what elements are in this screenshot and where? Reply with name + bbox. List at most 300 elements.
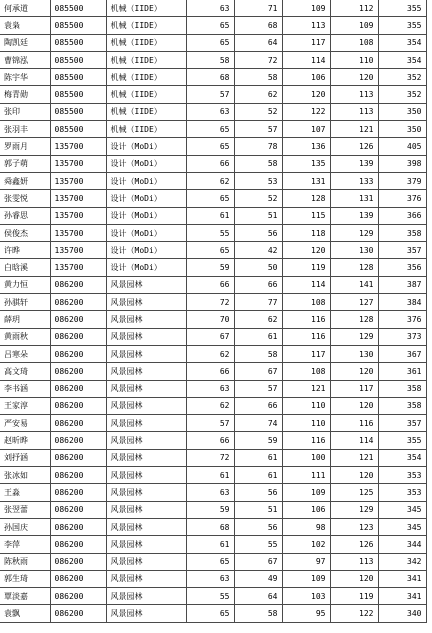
subject2-score-cell: 133 <box>330 172 378 189</box>
name-cell: 高文琦 <box>0 363 50 380</box>
name-cell: 何承道 <box>0 0 50 17</box>
language-score-cell: 62 <box>234 311 282 328</box>
subject2-score-cell: 125 <box>330 484 378 501</box>
code-cell: 086200 <box>50 484 106 501</box>
name-cell: 白晗溪 <box>0 259 50 276</box>
total-score-cell: 379 <box>378 172 426 189</box>
major-cell: 设计（MoDi） <box>106 224 186 241</box>
code-cell: 086200 <box>50 536 106 553</box>
code-cell: 086200 <box>50 605 106 622</box>
name-cell: 侯俊杰 <box>0 224 50 241</box>
total-score-cell: 355 <box>378 432 426 449</box>
subject2-score-cell: 129 <box>330 501 378 518</box>
major-cell: 机械（IIDE） <box>106 0 186 17</box>
subject2-score-cell: 120 <box>330 69 378 86</box>
total-score-cell: 376 <box>378 190 426 207</box>
subject2-score-cell: 120 <box>330 363 378 380</box>
major-cell: 风景园林 <box>106 536 186 553</box>
name-cell: 曹锦泓 <box>0 51 50 68</box>
total-score-cell: 352 <box>378 69 426 86</box>
subject1-score-cell: 98 <box>282 518 330 535</box>
total-score-cell: 340 <box>378 605 426 622</box>
subject2-score-cell: 120 <box>330 467 378 484</box>
code-cell: 135700 <box>50 155 106 172</box>
language-score-cell: 59 <box>234 432 282 449</box>
subject1-score-cell: 117 <box>282 34 330 51</box>
table-row <box>0 518 426 535</box>
total-score-cell: 350 <box>378 103 426 120</box>
code-cell: 085500 <box>50 34 106 51</box>
politics-score-cell: 67 <box>186 328 234 345</box>
major-cell: 风景园林 <box>106 605 186 622</box>
table-row <box>0 224 426 241</box>
subject1-score-cell: 113 <box>282 17 330 34</box>
major-cell: 风景园林 <box>106 570 186 587</box>
total-score-cell: 358 <box>378 397 426 414</box>
subject1-score-cell: 120 <box>282 242 330 259</box>
politics-score-cell: 55 <box>186 588 234 605</box>
code-cell: 085500 <box>50 103 106 120</box>
name-cell: 王淼 <box>0 484 50 501</box>
total-score-cell: 341 <box>378 570 426 587</box>
total-score-cell: 355 <box>378 0 426 17</box>
politics-score-cell: 63 <box>186 570 234 587</box>
subject1-score-cell: 119 <box>282 259 330 276</box>
name-cell: 覃淡嘉 <box>0 588 50 605</box>
code-cell: 086200 <box>50 380 106 397</box>
total-score-cell: 345 <box>378 501 426 518</box>
table-row <box>0 172 426 189</box>
politics-score-cell: 57 <box>186 415 234 432</box>
code-cell: 086200 <box>50 432 106 449</box>
table-row <box>0 276 426 293</box>
code-cell: 135700 <box>50 138 106 155</box>
code-cell: 135700 <box>50 172 106 189</box>
subject1-score-cell: 135 <box>282 155 330 172</box>
subject1-score-cell: 116 <box>282 432 330 449</box>
major-cell: 机械（IIDE） <box>106 69 186 86</box>
table-row <box>0 449 426 466</box>
language-score-cell: 61 <box>234 328 282 345</box>
politics-score-cell: 61 <box>186 467 234 484</box>
total-score-cell: 387 <box>378 276 426 293</box>
subject1-score-cell: 102 <box>282 536 330 553</box>
name-cell: 吕寒朵 <box>0 345 50 362</box>
politics-score-cell: 59 <box>186 259 234 276</box>
language-score-cell: 53 <box>234 172 282 189</box>
subject1-score-cell: 106 <box>282 69 330 86</box>
total-score-cell: 361 <box>378 363 426 380</box>
subject1-score-cell: 116 <box>282 328 330 345</box>
politics-score-cell: 65 <box>186 553 234 570</box>
total-score-cell: 353 <box>378 467 426 484</box>
table-row <box>0 432 426 449</box>
subject2-score-cell: 129 <box>330 224 378 241</box>
subject1-score-cell: 117 <box>282 345 330 362</box>
language-score-cell: 61 <box>234 467 282 484</box>
politics-score-cell: 65 <box>186 17 234 34</box>
code-cell: 086200 <box>50 570 106 587</box>
name-cell: 孙睿思 <box>0 207 50 224</box>
table-row <box>0 34 426 51</box>
language-score-cell: 57 <box>234 380 282 397</box>
table-row <box>0 69 426 86</box>
name-cell: 郭生琦 <box>0 570 50 587</box>
subject1-score-cell: 114 <box>282 51 330 68</box>
major-cell: 机械（IIDE） <box>106 34 186 51</box>
politics-score-cell: 63 <box>186 103 234 120</box>
major-cell: 设计（MoDi） <box>106 155 186 172</box>
subject2-score-cell: 130 <box>330 242 378 259</box>
subject2-score-cell: 109 <box>330 17 378 34</box>
subject1-score-cell: 118 <box>282 224 330 241</box>
major-cell: 风景园林 <box>106 588 186 605</box>
politics-score-cell: 63 <box>186 0 234 17</box>
subject1-score-cell: 122 <box>282 103 330 120</box>
code-cell: 086200 <box>50 553 106 570</box>
name-cell: 孙国庆 <box>0 518 50 535</box>
subject1-score-cell: 109 <box>282 0 330 17</box>
code-cell: 085500 <box>50 69 106 86</box>
code-cell: 085500 <box>50 121 106 138</box>
subject1-score-cell: 109 <box>282 484 330 501</box>
table-row <box>0 294 426 311</box>
politics-score-cell: 66 <box>186 363 234 380</box>
name-cell: 黄力恒 <box>0 276 50 293</box>
total-score-cell: 345 <box>378 518 426 535</box>
language-score-cell: 56 <box>234 224 282 241</box>
politics-score-cell: 63 <box>186 484 234 501</box>
total-score-cell: 376 <box>378 311 426 328</box>
subject1-score-cell: 120 <box>282 86 330 103</box>
table-row <box>0 51 426 68</box>
politics-score-cell: 72 <box>186 449 234 466</box>
code-cell: 086200 <box>50 294 106 311</box>
name-cell: 梅青勋 <box>0 86 50 103</box>
code-cell: 085500 <box>50 86 106 103</box>
language-score-cell: 68 <box>234 17 282 34</box>
language-score-cell: 77 <box>234 294 282 311</box>
total-score-cell: 341 <box>378 588 426 605</box>
total-score-cell: 352 <box>378 86 426 103</box>
table-row <box>0 484 426 501</box>
language-score-cell: 74 <box>234 415 282 432</box>
table-row <box>0 259 426 276</box>
subject1-score-cell: 107 <box>282 121 330 138</box>
subject2-score-cell: 117 <box>330 380 378 397</box>
subject2-score-cell: 119 <box>330 588 378 605</box>
total-score-cell: 367 <box>378 345 426 362</box>
language-score-cell: 66 <box>234 397 282 414</box>
table-row <box>0 242 426 259</box>
table-row <box>0 207 426 224</box>
language-score-cell: 66 <box>234 276 282 293</box>
total-score-cell: 355 <box>378 17 426 34</box>
subject2-score-cell: 126 <box>330 536 378 553</box>
subject2-score-cell: 122 <box>330 605 378 622</box>
subject2-score-cell: 113 <box>330 553 378 570</box>
language-score-cell: 64 <box>234 34 282 51</box>
subject2-score-cell: 113 <box>330 103 378 120</box>
major-cell: 设计（MoDi） <box>106 242 186 259</box>
subject2-score-cell: 120 <box>330 570 378 587</box>
subject2-score-cell: 113 <box>330 86 378 103</box>
subject1-score-cell: 103 <box>282 588 330 605</box>
subject1-score-cell: 121 <box>282 380 330 397</box>
total-score-cell: 354 <box>378 449 426 466</box>
politics-score-cell: 57 <box>186 86 234 103</box>
major-cell: 设计（MoDi） <box>106 172 186 189</box>
major-cell: 风景园林 <box>106 553 186 570</box>
politics-score-cell: 66 <box>186 432 234 449</box>
politics-score-cell: 66 <box>186 276 234 293</box>
name-cell: 刘抒涵 <box>0 449 50 466</box>
name-cell: 李书涵 <box>0 380 50 397</box>
code-cell: 135700 <box>50 207 106 224</box>
politics-score-cell: 61 <box>186 536 234 553</box>
name-cell: 郭子萌 <box>0 155 50 172</box>
subject2-score-cell: 131 <box>330 190 378 207</box>
language-score-cell: 56 <box>234 484 282 501</box>
subject2-score-cell: 120 <box>330 397 378 414</box>
politics-score-cell: 55 <box>186 224 234 241</box>
code-cell: 086200 <box>50 467 106 484</box>
major-cell: 机械（IIDE） <box>106 17 186 34</box>
code-cell: 086200 <box>50 397 106 414</box>
politics-score-cell: 63 <box>186 380 234 397</box>
table-row <box>0 605 426 622</box>
major-cell: 风景园林 <box>106 345 186 362</box>
total-score-cell: 354 <box>378 51 426 68</box>
table-row <box>0 397 426 414</box>
language-score-cell: 52 <box>234 190 282 207</box>
major-cell: 设计（MoDi） <box>106 259 186 276</box>
major-cell: 风景园林 <box>106 415 186 432</box>
subject2-score-cell: 127 <box>330 294 378 311</box>
language-score-cell: 67 <box>234 553 282 570</box>
subject1-score-cell: 109 <box>282 570 330 587</box>
major-cell: 风景园林 <box>106 276 186 293</box>
subject2-score-cell: 141 <box>330 276 378 293</box>
name-cell: 赵昕晔 <box>0 432 50 449</box>
language-score-cell: 58 <box>234 345 282 362</box>
subject2-score-cell: 128 <box>330 259 378 276</box>
major-cell: 风景园林 <box>106 363 186 380</box>
major-cell: 设计（MoDi） <box>106 138 186 155</box>
subject2-score-cell: 110 <box>330 51 378 68</box>
language-score-cell: 50 <box>234 259 282 276</box>
major-cell: 机械（IIDE） <box>106 121 186 138</box>
major-cell: 设计（MoDi） <box>106 190 186 207</box>
table-row <box>0 536 426 553</box>
subject2-score-cell: 129 <box>330 328 378 345</box>
politics-score-cell: 65 <box>186 34 234 51</box>
language-score-cell: 62 <box>234 86 282 103</box>
language-score-cell: 58 <box>234 155 282 172</box>
language-score-cell: 42 <box>234 242 282 259</box>
subject2-score-cell: 139 <box>330 207 378 224</box>
total-score-cell: 350 <box>378 121 426 138</box>
table-row <box>0 17 426 34</box>
language-score-cell: 52 <box>234 103 282 120</box>
total-score-cell: 342 <box>378 553 426 570</box>
total-score-cell: 353 <box>378 484 426 501</box>
subject2-score-cell: 126 <box>330 138 378 155</box>
major-cell: 风景园林 <box>106 432 186 449</box>
major-cell: 风景园林 <box>106 501 186 518</box>
code-cell: 085500 <box>50 51 106 68</box>
language-score-cell: 58 <box>234 69 282 86</box>
subject1-score-cell: 111 <box>282 467 330 484</box>
subject2-score-cell: 112 <box>330 0 378 17</box>
table-row <box>0 103 426 120</box>
name-cell: 张冰如 <box>0 467 50 484</box>
subject2-score-cell: 123 <box>330 518 378 535</box>
code-cell: 086200 <box>50 311 106 328</box>
table-row <box>0 588 426 605</box>
code-cell: 085500 <box>50 17 106 34</box>
name-cell: 张翌蕾 <box>0 501 50 518</box>
language-score-cell: 58 <box>234 605 282 622</box>
politics-score-cell: 62 <box>186 345 234 362</box>
code-cell: 135700 <box>50 224 106 241</box>
table-row <box>0 190 426 207</box>
table-row <box>0 155 426 172</box>
code-cell: 085500 <box>50 0 106 17</box>
subject2-score-cell: 128 <box>330 311 378 328</box>
subject1-score-cell: 114 <box>282 276 330 293</box>
name-cell: 袁枭 <box>0 17 50 34</box>
name-cell: 舜鑫妍 <box>0 172 50 189</box>
total-score-cell: 373 <box>378 328 426 345</box>
name-cell: 薛玥 <box>0 311 50 328</box>
table-row <box>0 570 426 587</box>
table-row <box>0 467 426 484</box>
total-score-cell: 354 <box>378 34 426 51</box>
major-cell: 风景园林 <box>106 449 186 466</box>
politics-score-cell: 65 <box>186 242 234 259</box>
code-cell: 135700 <box>50 259 106 276</box>
politics-score-cell: 68 <box>186 518 234 535</box>
major-cell: 机械（IIDE） <box>106 103 186 120</box>
major-cell: 风景园林 <box>106 294 186 311</box>
subject1-score-cell: 110 <box>282 397 330 414</box>
subject1-score-cell: 97 <box>282 553 330 570</box>
name-cell: 许晔 <box>0 242 50 259</box>
subject1-score-cell: 110 <box>282 415 330 432</box>
major-cell: 风景园林 <box>106 484 186 501</box>
language-score-cell: 61 <box>234 449 282 466</box>
language-score-cell: 78 <box>234 138 282 155</box>
subject1-score-cell: 95 <box>282 605 330 622</box>
table-row <box>0 501 426 518</box>
subject1-score-cell: 131 <box>282 172 330 189</box>
table-row <box>0 138 426 155</box>
name-cell: 王家淳 <box>0 397 50 414</box>
politics-score-cell: 59 <box>186 501 234 518</box>
code-cell: 086200 <box>50 588 106 605</box>
subject1-score-cell: 116 <box>282 311 330 328</box>
name-cell: 李萍 <box>0 536 50 553</box>
politics-score-cell: 62 <box>186 172 234 189</box>
major-cell: 风景园林 <box>106 467 186 484</box>
language-score-cell: 57 <box>234 121 282 138</box>
name-cell: 袁飘 <box>0 605 50 622</box>
table-row <box>0 311 426 328</box>
table-row <box>0 363 426 380</box>
code-cell: 086200 <box>50 449 106 466</box>
major-cell: 风景园林 <box>106 397 186 414</box>
politics-score-cell: 65 <box>186 121 234 138</box>
major-cell: 设计（MoDi） <box>106 207 186 224</box>
subject1-score-cell: 128 <box>282 190 330 207</box>
total-score-cell: 405 <box>378 138 426 155</box>
code-cell: 086200 <box>50 345 106 362</box>
major-cell: 风景园林 <box>106 380 186 397</box>
total-score-cell: 357 <box>378 415 426 432</box>
language-score-cell: 71 <box>234 0 282 17</box>
subject2-score-cell: 121 <box>330 449 378 466</box>
name-cell: 陶凯廷 <box>0 34 50 51</box>
politics-score-cell: 70 <box>186 311 234 328</box>
table-row <box>0 553 426 570</box>
code-cell: 086200 <box>50 328 106 345</box>
name-cell: 黄雨秋 <box>0 328 50 345</box>
language-score-cell: 72 <box>234 51 282 68</box>
subject1-score-cell: 136 <box>282 138 330 155</box>
politics-score-cell: 65 <box>186 190 234 207</box>
subject1-score-cell: 115 <box>282 207 330 224</box>
table-row <box>0 121 426 138</box>
total-score-cell: 344 <box>378 536 426 553</box>
table-row <box>0 0 426 17</box>
politics-score-cell: 58 <box>186 51 234 68</box>
total-score-cell: 366 <box>378 207 426 224</box>
politics-score-cell: 72 <box>186 294 234 311</box>
code-cell: 135700 <box>50 190 106 207</box>
subject1-score-cell: 100 <box>282 449 330 466</box>
code-cell: 086200 <box>50 415 106 432</box>
subject2-score-cell: 130 <box>330 345 378 362</box>
language-score-cell: 49 <box>234 570 282 587</box>
major-cell: 风景园林 <box>106 311 186 328</box>
language-score-cell: 67 <box>234 363 282 380</box>
total-score-cell: 384 <box>378 294 426 311</box>
subject1-score-cell: 108 <box>282 294 330 311</box>
total-score-cell: 358 <box>378 224 426 241</box>
politics-score-cell: 68 <box>186 69 234 86</box>
name-cell: 张雯悦 <box>0 190 50 207</box>
language-score-cell: 64 <box>234 588 282 605</box>
total-score-cell: 356 <box>378 259 426 276</box>
politics-score-cell: 61 <box>186 207 234 224</box>
name-cell: 罗雨月 <box>0 138 50 155</box>
subject1-score-cell: 108 <box>282 363 330 380</box>
major-cell: 风景园林 <box>106 518 186 535</box>
name-cell: 张羽丰 <box>0 121 50 138</box>
name-cell: 陈宇华 <box>0 69 50 86</box>
total-score-cell: 398 <box>378 155 426 172</box>
major-cell: 机械（IIDE） <box>106 86 186 103</box>
politics-score-cell: 65 <box>186 605 234 622</box>
subject1-score-cell: 106 <box>282 501 330 518</box>
politics-score-cell: 66 <box>186 155 234 172</box>
code-cell: 086200 <box>50 501 106 518</box>
language-score-cell: 55 <box>234 536 282 553</box>
name-cell: 张印 <box>0 103 50 120</box>
table-row <box>0 328 426 345</box>
name-cell: 陈秋雨 <box>0 553 50 570</box>
